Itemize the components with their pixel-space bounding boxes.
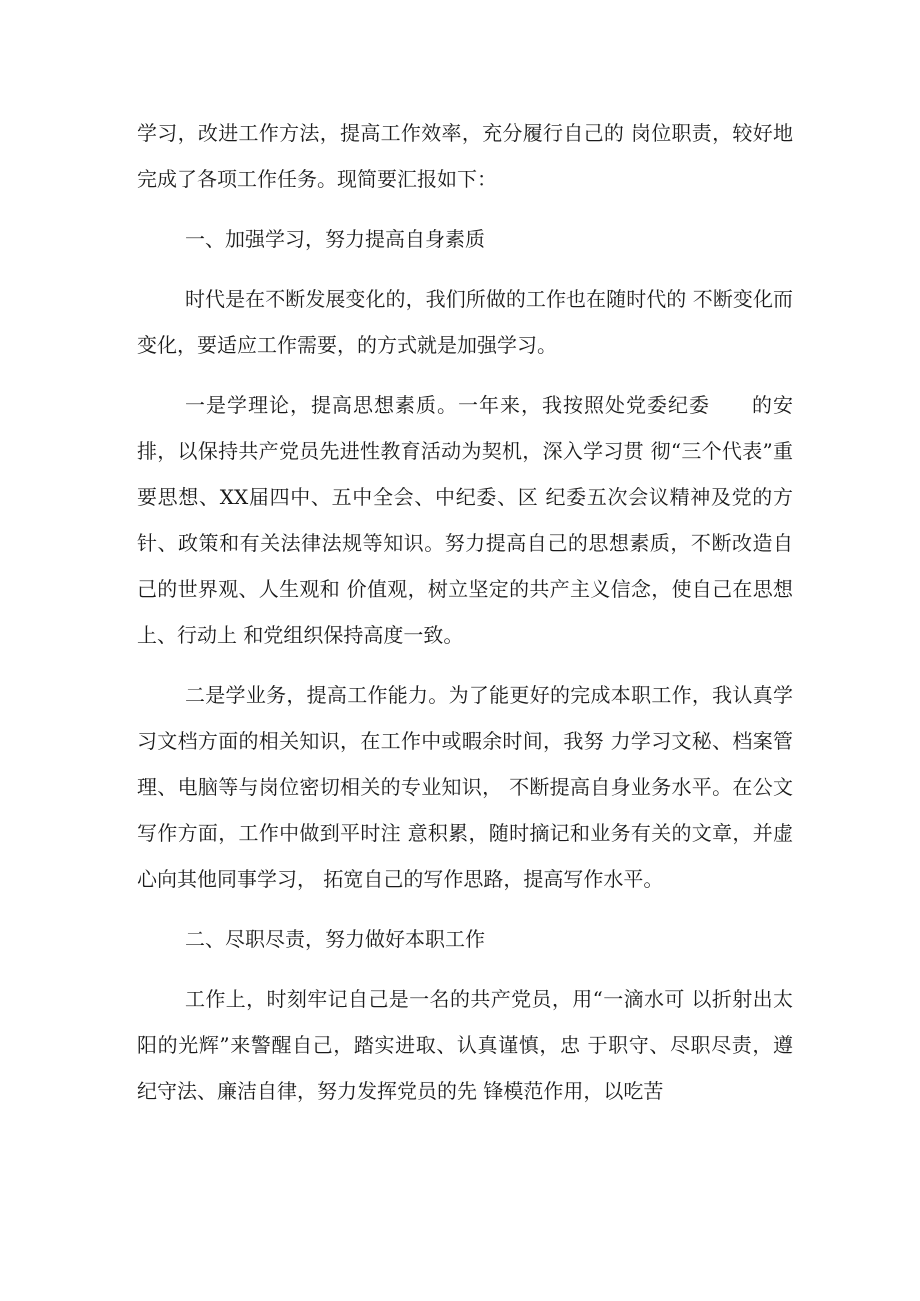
paragraph-study-theory: 一是学理论，提高思想素质。一年来，我按照处党委纪委 的安排，以保持共产党员先进性教育活动为契机，深入学习贯 彻“三个代表”重要思想、XX届四中、五中全会、中纪委、区 纪委五次会议精神及党的方针、政策和有关法律法规等知识。努力提高自己的思想素质，不断改造自己的世界观、人生观和 价值观，树立坚定的共产主义信念，使自己在思想上、行动上 和党组织保持高度一致。 bbox=[137, 393, 793, 647]
section-heading-2: 二、尽职尽责，努力做好本职工作 bbox=[185, 927, 485, 951]
paragraph-era-change: 时代是在不断发展变化的，我们所做的工作也在随时代的 不断变化而变化，要适应工作需要，的方式就是加强学习。 bbox=[137, 287, 793, 357]
paragraph-work-duty: 工作上，时刻牢记自己是一名的共产党员，用“一滴水可 以折射出太阳的光辉”来警醒自己，踏实进取、认真谨慎，忠 于职守、尽职尽责，遵纪守法、廉洁自律，努力发挥党员的先 锋模范作用，以吃苦 bbox=[137, 987, 793, 1103]
section-heading-1: 一、加强学习，努力提高自身素质 bbox=[185, 227, 485, 251]
paragraph-intro-continuation: 学习，改进工作方法，提高工作效率，充分履行自己的 岗位职责，较好地完成了各项工作任务。现简要汇报如下： bbox=[137, 121, 793, 191]
paragraph-study-business: 二是学业务，提高工作能力。为了能更好的完成本职工作，我认真学习文档方面的相关知识，在工作中或暇余时间，我努 力学习文秘、档案管理、电脑等与岗位密切相关的专业知识， 不断提高自身业务水平。在公文写作方面，工作中做到平时注 意积累，随时摘记和业务有关的文章，并虚心向其他同事学习， 拓宽自己的写作思路，提高写作水平。 bbox=[137, 683, 793, 891]
document-body bbox=[137, 110, 793, 1128]
